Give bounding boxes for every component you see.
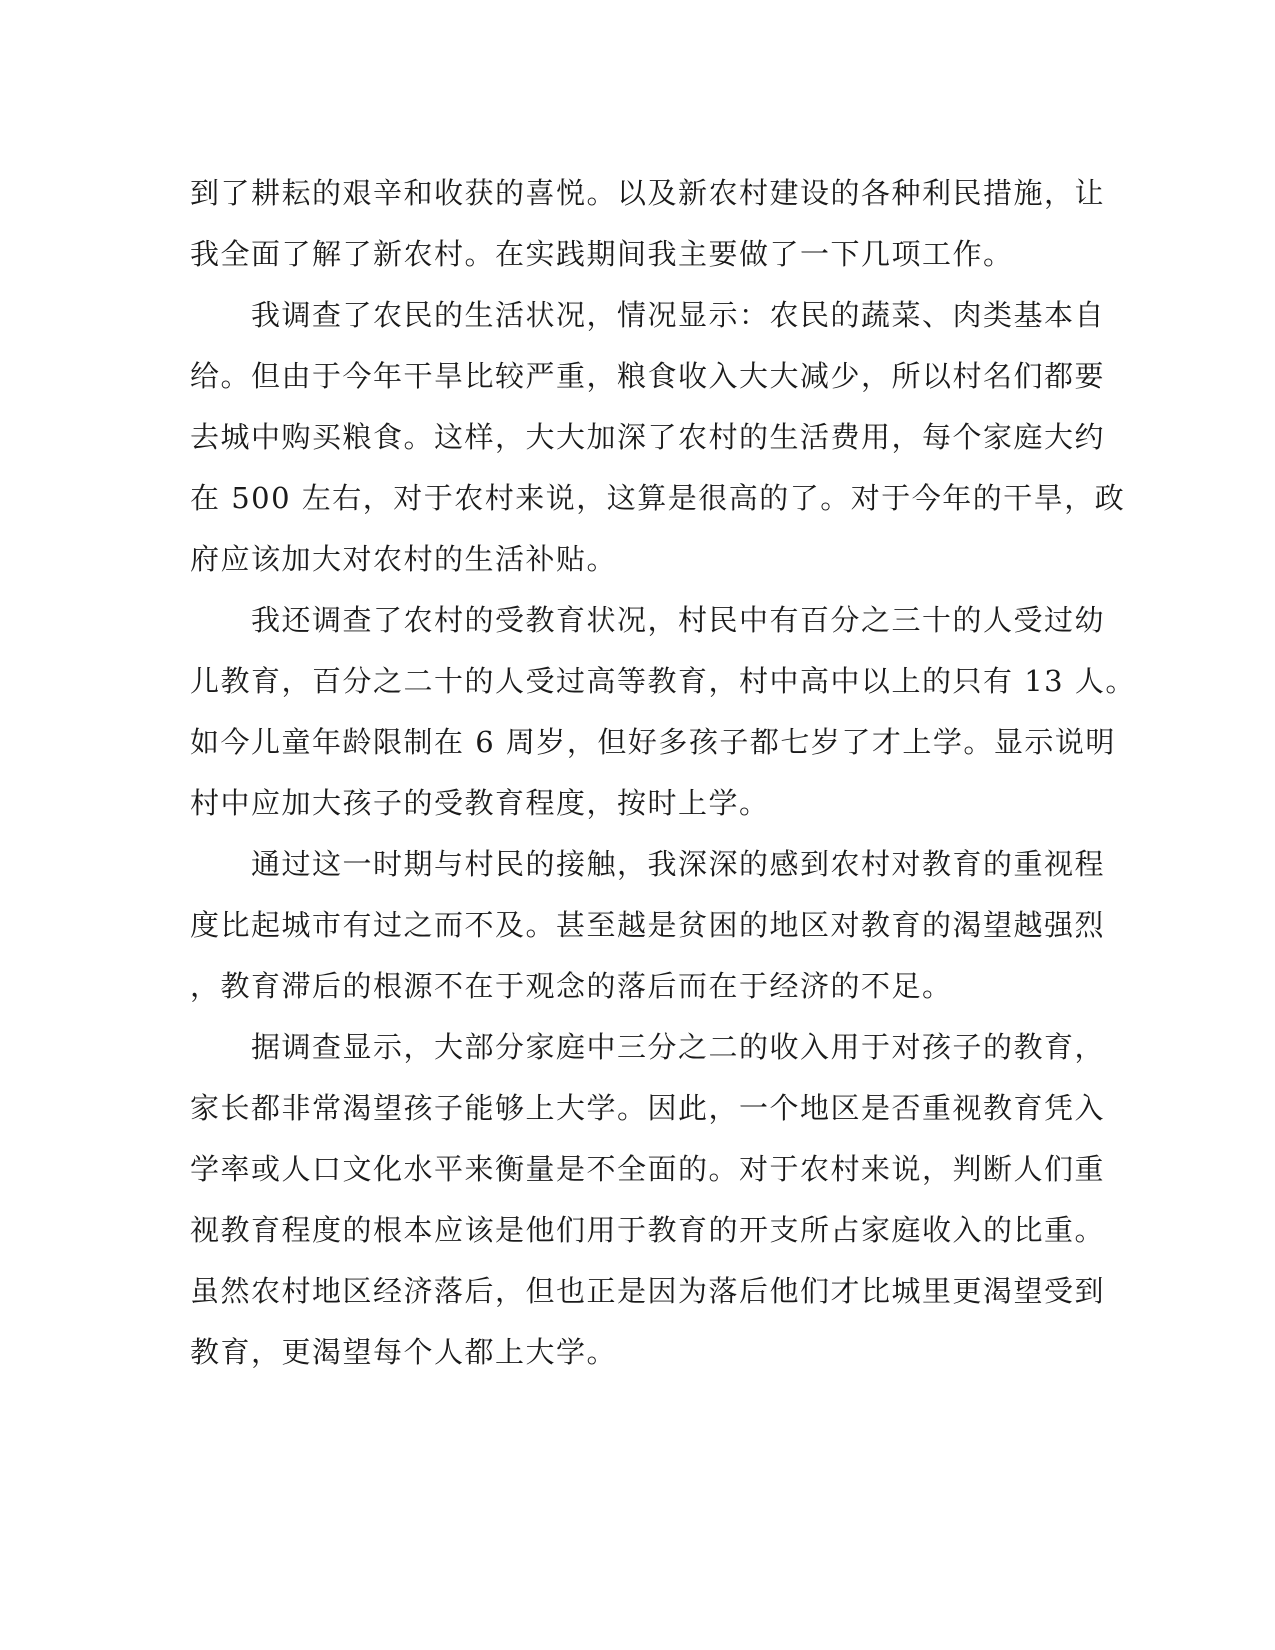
text-line: 虽然农村地区经济落后，但也正是因为落后他们才比城里更渴望受到 [190,1274,1106,1308]
text-line: ，教育滞后的根源不在于观念的落后而在于经济的不足。 [190,969,953,1003]
text-line: 我全面了解了新农村。在实践期间我主要做了一下几项工作。 [190,237,1014,271]
text-line: 教育，更渴望每个人都上大学。 [190,1335,618,1369]
text-line: 村中应加大孩子的受教育程度，按时上学。 [190,786,770,820]
document-body [190,163,1136,1383]
text-line: 给。但由于今年干旱比较严重，粮食收入大大减少，所以村名们都要 [190,359,1106,393]
text-line: 府应该加大对农村的生活补贴。 [190,542,618,576]
text-line: 在 500 左右，对于农村来说，这算是很高的了。对于今年的干旱，政 [190,481,1126,515]
text-line: 通过这一时期与村民的接触，我深深的感到农村对教育的重视程 [190,847,1106,881]
text-line: 我还调查了农村的受教育状况，村民中有百分之三十的人受过幼 [190,603,1106,637]
text-line: 我调查了农民的生活状况，情况显示：农民的蔬菜、肉类基本自 [190,298,1106,332]
text-line: 如今儿童年龄限制在 6 周岁，但好多孩子都七岁了才上学。显示说明 [190,725,1116,759]
text-line: 学率或人口文化水平来衡量是不全面的。对于农村来说，判断人们重 [190,1152,1106,1186]
text-line: 度比起城市有过之而不及。甚至越是贫困的地区对教育的渴望越强烈 [190,908,1106,942]
text-line: 到了耕耘的艰辛和收获的喜悦。以及新农村建设的各种利民措施，让 [190,176,1106,210]
text-line: 家长都非常渴望孩子能够上大学。因此，一个地区是否重视教育凭入 [190,1091,1106,1125]
text-line: 去城中购买粮食。这样，大大加深了农村的生活费用，每个家庭大约 [190,420,1106,454]
text-line: 儿教育，百分之二十的人受过高等教育，村中高中以上的只有 13 人。 [190,664,1136,698]
text-line: 据调查显示，大部分家庭中三分之二的收入用于对孩子的教育， [190,1030,1106,1064]
text-line: 视教育程度的根本应该是他们用于教育的开支所占家庭收入的比重。 [190,1213,1106,1247]
